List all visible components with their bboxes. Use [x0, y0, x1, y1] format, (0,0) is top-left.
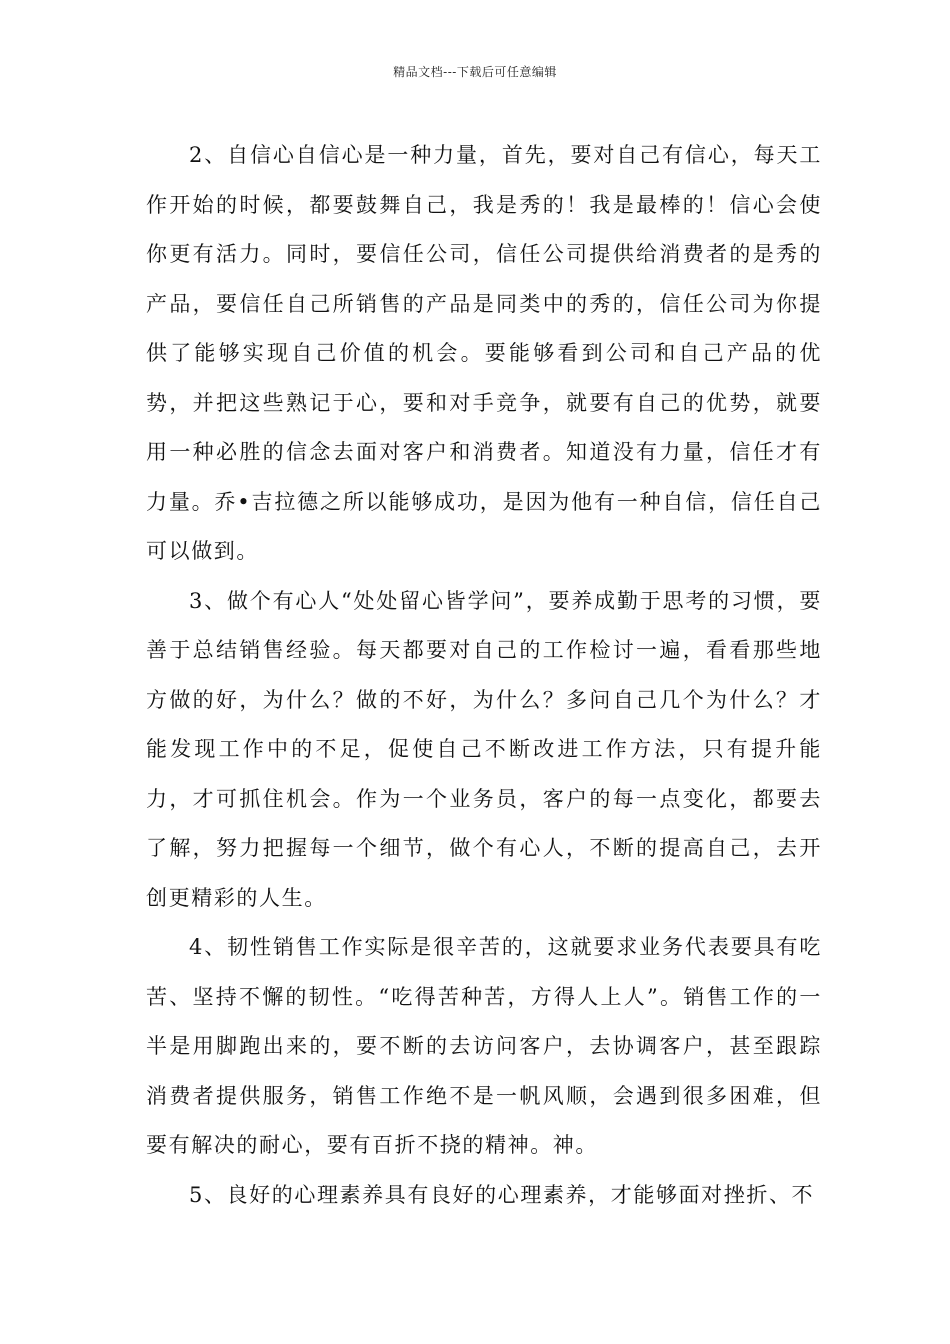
paragraph-psychology: 5、良好的心理素养具有良好的心理素养，才能够面对挫折、不	[189, 1182, 815, 1207]
paragraph-attentive: 3、做个有心人“处处留心皆学问”，要养成勤于思考的习惯，要善于总结销售经验。每天都要对自己的工作检讨一遍，看看那些地方做的好，为什么？做的不好，为什么？多问自己几个为什么？才能发现工作中的不足，促使自己不断改进工作方法，只有提升能力，才可抓住机会。作为一个业务员，客户的每一点变化，都要去了解，努力把握每一个细节，做个有心人，不断的提高自己，去开创更精彩的人生。	[146, 588, 822, 910]
document-body	[146, 131, 822, 1220]
paragraph-confidence: 2、自信心自信心是一种力量，首先，要对自己有信心，每天工作开始的时候，都要鼓舞自己，我是秀的！我是最棒的！信心会使你更有活力。同时，要信任公司，信任公司提供给消费者的是秀的产品，要信任自己所销售的产品是同类中的秀的，信任公司为你提供了能够实现自己价值的机会。要能够看到公司和自己产品的优势，并把这些熟记于心，要和对手竞争，就要有自己的优势，就要用一种必胜的信念去面对客户和消费者。知道没有力量，信任才有力量。乔•吉拉德之所以能够成功，是因为他有一种自信，信任自己可以做到。	[146, 143, 822, 563]
page-header: 精品文档---下载后可任意编辑	[393, 65, 557, 79]
paragraph-tenacity: 4、韧性销售工作实际是很辛苦的，这就要求业务代表要具有吃苦、坚持不懈的韧性。“吃得苦种苦，方得人上人”。销售工作的一半是用脚跑出来的，要不断的去访问客户，去协调客户，甚至跟踪消费者提供服务，销售工作绝不是一帆风顺，会遇到很多困难，但要有解决的耐心，要有百折不挠的精神。神。	[146, 935, 822, 1157]
